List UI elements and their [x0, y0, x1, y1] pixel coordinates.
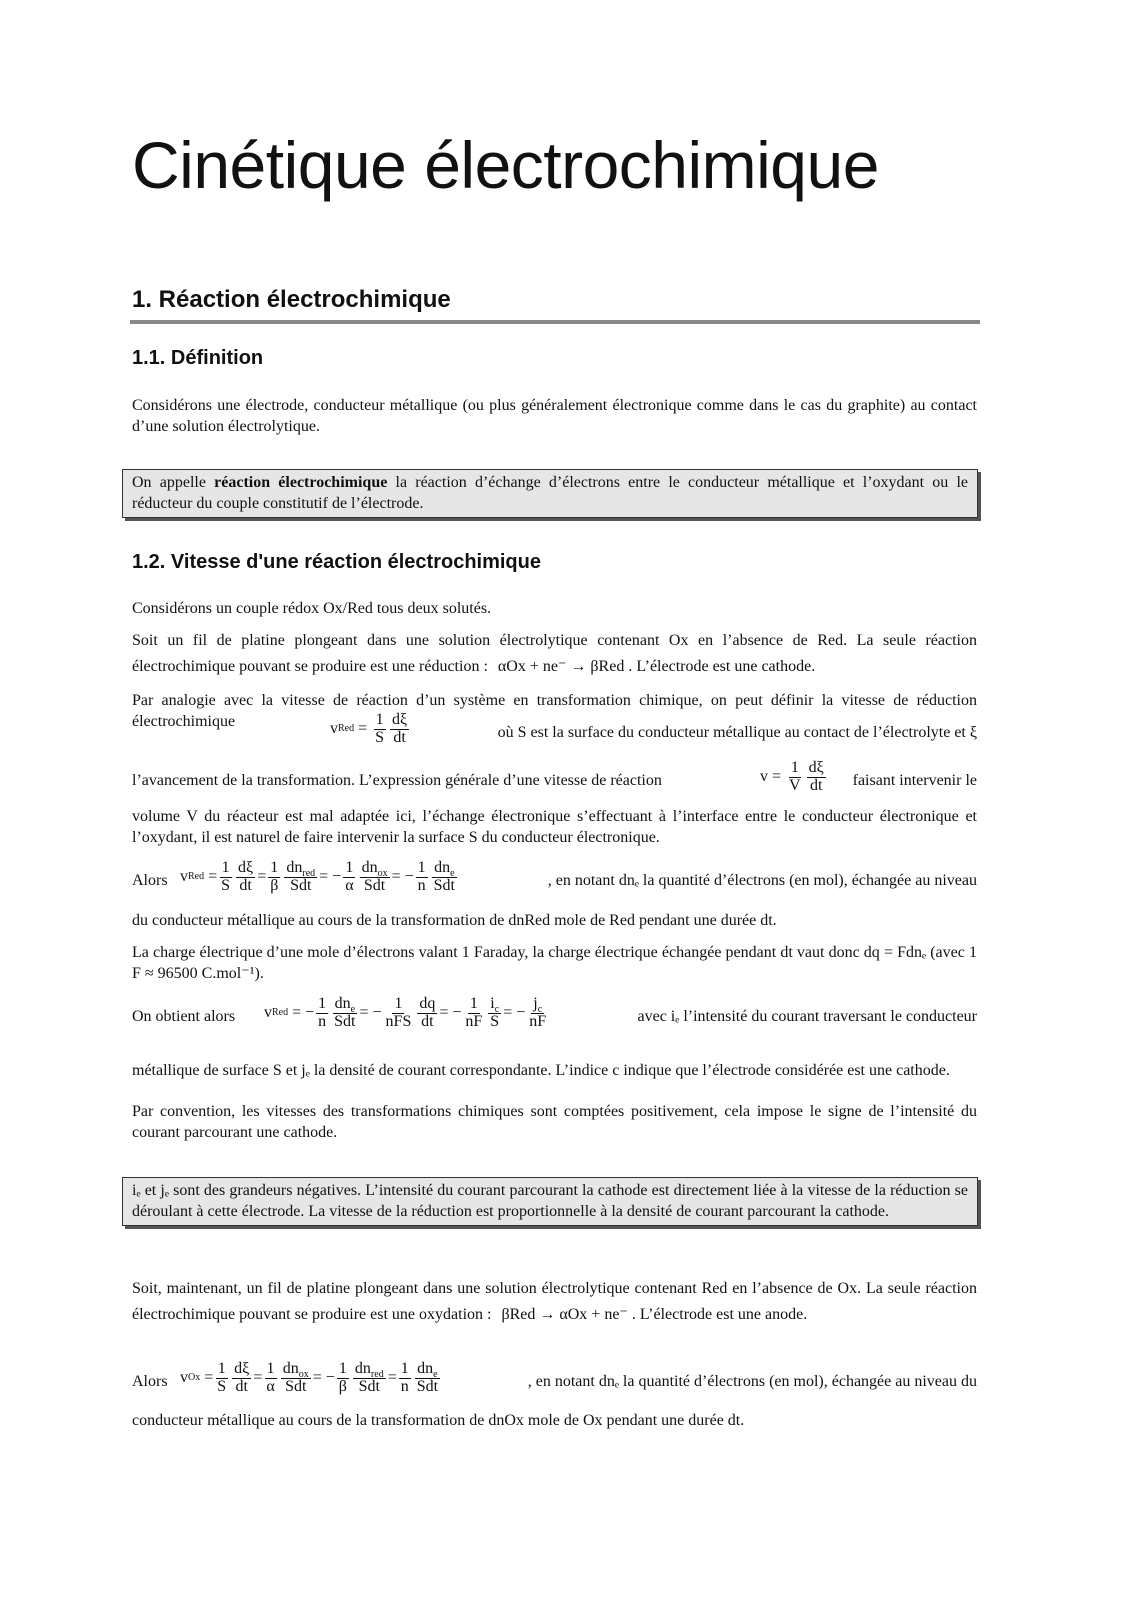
paragraph-avancement: l’avancement de la transformation. L’expression générale d’une vitesse de réaction	[132, 772, 662, 789]
paragraph-oxidation-end: . L’électrode est une anode.	[631, 1306, 808, 1323]
paragraph-oxidation-text: Soit, maintenant, un fil de platine plongeant dans une solution électrolytique contenant Red en l’absence de Ox. La seule réaction électrochimique pouvant se produire est une oxydation :	[132, 1280, 977, 1323]
general-rate-formula: v = $\frac{1}{V}$ $\frac{d\xi}{dt}$	[760, 759, 824, 794]
section-1-heading: 1. Réaction électrochimique	[132, 286, 451, 313]
paragraph-reduction	[132, 628, 977, 680]
page-title: Cinétique électrochimique	[132, 128, 879, 202]
vred-current-formula: v Red = − $\frac{1}{n}$ $\frac{dn_e}{\text{Sdt}}$ = − $\frac{1}{\text{nFS}}$ $\frac{dq}{dt}$ = − $\frac{1}{nF}$ $\frac{i_c}{S}$ = − $\frac{j_c}{nF}$	[264, 995, 547, 1030]
paragraph-surface: métallique de surface S et jₑ la densité de courant correspondante. L’indice c indique que l’électrode considérée est une cathode.	[132, 1062, 950, 1079]
paragraph-faraday: La charge électrique d’une mole d’électrons valant 1 Faraday, la charge électrique échangée pendant dt vaut donc dq = Fdnₑ (avec 1 F ≈ 96500 C.mol⁻¹).	[132, 944, 977, 982]
paragraph-dnox: conducteur métallique au cours de la transformation de dnOx mole de Ox pendant une durée dt.	[132, 1412, 745, 1429]
reduction-equation: αOx + ne⁻ → βRed	[497, 658, 625, 675]
vred-definition-formula: v Red = $\frac{1}{S}$ $\frac{d\xi}{dt}$	[330, 711, 408, 746]
definition-paragraph: Considérons une électrode, conducteur métallique (ou plus généralement électronique comme dans le cas du graphite) au contact d’une solution électrolytique.	[132, 397, 977, 435]
on-obtient-label: On obtient alors	[132, 1008, 236, 1025]
alors-label: Alors	[132, 872, 168, 889]
subsection-1-2-heading: 1.2. Vitesse d'une réaction électrochimique	[132, 551, 541, 573]
paragraph-reduction-end: . L’électrode est une cathode.	[628, 658, 816, 675]
paragraph-analogy-line2: où S est la surface du conducteur métallique au contact de l’électrolyte et ξ	[497, 724, 977, 741]
definition-box	[122, 469, 978, 518]
on-obtient-explanation: avec iₑ l’intensité du courant traversant le conducteur	[637, 1008, 977, 1025]
definition-box-term: réaction électrochimique	[214, 474, 388, 491]
oxidation-equation: βRed → αOx + ne⁻	[501, 1306, 628, 1323]
vred-chain-formula: v Red = $\frac{1}{S}$ $\frac{d\xi}{dt}$ = $\frac{1}{\beta}$ $\frac{dn_{red}}{\text{Sdt}}$ = − $\frac{1}{\alpha}$ $\frac{dn_{ox}}{\text{Sdt}}$ = − $\frac{1}{n}$ $\frac{dn_e}{\text{Sdt}}$	[180, 859, 455, 894]
definition-box-pre: On appelle	[132, 474, 215, 491]
alors-ox-label: Alors	[132, 1373, 168, 1390]
negative-quantities-box: iₑ et jₑ sont des grandeurs négatives. L’intensité du courant parcourant la cathode est directement liée à la vitesse de la réduction se déroulant à cette électrode. La vitesse de la réduction est proportionnelle à la densité de courant parcourant la cathode.	[122, 1177, 978, 1226]
paragraph-oxidation	[132, 1276, 977, 1328]
paragraph-couple: Considérons un couple rédox Ox/Red tous deux solutés.	[132, 600, 492, 617]
paragraph-convention: Par convention, les vitesses des transformations chimiques sont comptées positivement, cela impose le signe de l’intensité du courant parcourant une cathode.	[132, 1103, 977, 1141]
definition-box-post: la réaction d’échange d’électrons entre le conducteur métallique et l’oxydant ou le réducteur du couple constitutif de l’électrode.	[132, 474, 969, 512]
paragraph-analogy-line1: Par analogie avec la vitesse de réaction d’un système en transformation chimique, on peut définir la vitesse de réduction électrochimique	[132, 692, 977, 730]
subsection-1-1-heading: 1.1. Définition	[132, 347, 264, 369]
paragraph-reduction-text: Soit un fil de platine plongeant dans une solution électrolytique contenant Ox en l’absence de Red. La seule réaction électrochimique pouvant se produire est une réduction :	[132, 632, 977, 675]
paragraph-dnred: du conducteur métallique au cours de la transformation de dnRed mole de Red pendant une durée dt.	[132, 912, 777, 929]
alors-ox-explanation: , en notant dnₑ la quantité d’électrons (en mol), échangée au niveau du	[527, 1373, 977, 1390]
vox-chain-formula: v Ox = $\frac{1}{S}$ $\frac{d\xi}{dt}$ = $\frac{1}{\alpha}$ $\frac{dn_{ox}}{\text{Sdt}}$ = − $\frac{1}{\beta}$ $\frac{dn_{red}}{\text{Sdt}}$ = $\frac{1}{n}$ $\frac{dn_e}{\text{Sdt}}$	[180, 1360, 439, 1395]
paragraph-avancement-end: faisant intervenir le	[852, 772, 977, 789]
alors-explanation: , en notant dnₑ la quantité d’électrons (en mol), échangée au niveau	[547, 872, 977, 889]
section-divider	[130, 320, 980, 324]
paragraph-volume: volume V du réacteur est mal adaptée ici, l’échange électronique s’effectuant à l’interface entre le conducteur électronique et l’oxydant, il est naturel de faire intervenir la surface S du conducteur électronique.	[132, 808, 977, 846]
